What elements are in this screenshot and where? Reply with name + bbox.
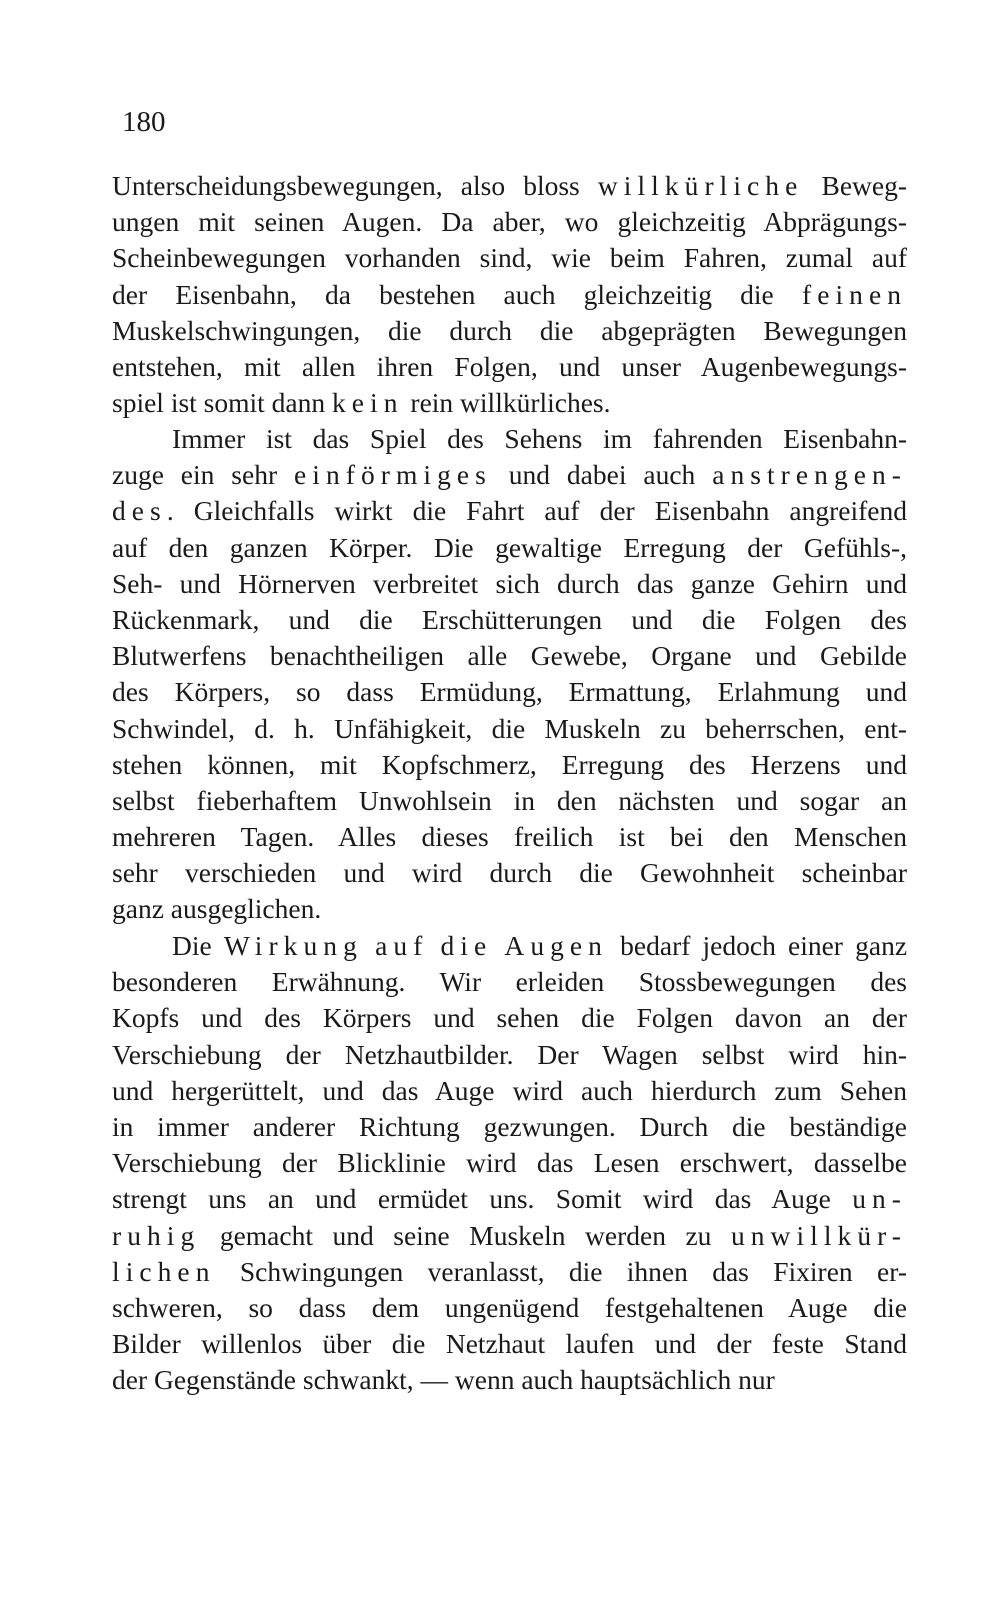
text-segment: der Eisenbahn, da bestehen auch gleichzeitig die [112, 278, 802, 310]
text-segment: schweren, so dass dem ungenügend festgehaltenen Auge die [112, 1291, 907, 1323]
text-line [112, 1181, 907, 1217]
text-segment: zuge ein sehr [112, 459, 294, 491]
text-line [112, 1326, 907, 1362]
text-line [112, 1073, 907, 1109]
text-line [112, 711, 907, 747]
text-segment: Beweg- [803, 170, 907, 201]
text-segment: des Körpers, so dass Ermüdung, Ermattung, Erlahmung und [112, 676, 907, 708]
text-line [112, 891, 907, 927]
text-line [112, 1109, 907, 1145]
text-line [112, 1145, 907, 1181]
text-segment: und hergerüttelt, und das Auge wird auch hierdurch zum Sehen [112, 1074, 907, 1106]
text-segment: besonderen Erwähnung. Wir erleiden Stossbewegungen des [112, 966, 907, 998]
text-segment [492, 930, 504, 961]
spaced-emphasis: ruhig [112, 1219, 201, 1251]
text-segment: Bilder willenlos über die Netzhaut laufen und der feste Stand [112, 1328, 907, 1360]
text-line [112, 493, 907, 529]
text-segment: Rückenmark, und die Erschütterungen und die Folgen des [112, 603, 907, 635]
spaced-emphasis: lichen [112, 1255, 216, 1287]
text-segment: ganz ausgeglichen. [112, 893, 322, 925]
text-segment: Seh- und Hörnerven verbreitet sich durch das ganze Gehirn und [112, 567, 907, 599]
spaced-emphasis: Augen [504, 930, 608, 961]
text-line [112, 747, 907, 783]
text-line [112, 602, 907, 638]
text-line [112, 1218, 907, 1254]
spaced-emphasis: auf [375, 930, 429, 961]
spaced-emphasis: einförmiges [294, 459, 492, 491]
text-line [112, 277, 907, 313]
text-line [112, 566, 907, 602]
text-segment: Kopfs und des Körpers und sehen die Folgen davon an der [112, 1002, 907, 1034]
text-line [112, 964, 907, 1000]
text-segment: strengt uns an und ermüdet uns. Somit wird das Auge [112, 1183, 853, 1215]
text-line [112, 1362, 907, 1398]
text-segment: der Gegenstände schwankt, — wenn auch hauptsächlich nur [112, 1364, 775, 1396]
text-line [112, 168, 907, 204]
text-segment [428, 930, 440, 961]
text-segment: selbst fieberhaftem Unwohlsein in den nächsten und sogar an [112, 784, 907, 816]
text-segment: Muskelschwingungen, die durch die abgeprägten Bewegungen [112, 314, 907, 346]
text-segment: Die [172, 930, 224, 961]
text-segment: . Gleichfalls wirkt die Fahrt auf der Eisenbahn angreifend [166, 495, 907, 527]
spaced-emphasis: un- [852, 1183, 907, 1215]
text-segment: rein willkürliches. [403, 387, 611, 419]
text-segment: stehen können, mit Kopfschmerz, Erregung des Herzens und [112, 748, 907, 780]
text-line [112, 385, 907, 421]
text-segment: spiel ist somit dann [112, 387, 332, 419]
text-line [112, 240, 907, 276]
text-line [112, 1037, 907, 1073]
text-segment: Verschiebung der Netzhautbilder. Der Wagen selbst wird hin- [112, 1038, 907, 1070]
text-line [112, 204, 907, 240]
text-line [112, 674, 907, 710]
spaced-emphasis: die [440, 930, 493, 961]
spaced-emphasis: anstrengen- [712, 459, 908, 491]
spaced-emphasis: willkürliche [597, 170, 804, 201]
text-line [112, 1290, 907, 1326]
text-line [112, 349, 907, 385]
spaced-emphasis: kein [332, 387, 404, 419]
paragraph-3 [112, 928, 907, 1398]
text-segment: Schwingungen veranlasst, die ihnen das Fixiren er- [215, 1255, 907, 1287]
spaced-emphasis: unwillkür- [730, 1219, 907, 1251]
spaced-emphasis: des [112, 495, 167, 527]
paragraph-2 [112, 421, 907, 928]
text-segment [363, 930, 375, 961]
text-segment: auf den ganzen Körper. Die gewaltige Erregung der Gefühls-, [112, 531, 907, 563]
text-segment: mehreren Tagen. Alles dieses freilich ist bei den Menschen [112, 821, 907, 853]
text-segment: und dabei auch [491, 459, 713, 491]
page-number: 180 [122, 106, 166, 138]
text-segment: ungen mit seinen Augen. Da aber, wo gleichzeitig Abprägungs- [112, 206, 907, 238]
text-segment: Verschiebung der Blicklinie wird das Lesen erschwert, dasselbe [112, 1147, 907, 1179]
spaced-emphasis: Wirkung [223, 930, 363, 961]
paragraph-1 [112, 168, 907, 421]
spaced-emphasis: feinen [801, 278, 907, 310]
text-segment: Blutwerfens benachtheiligen alle Gewebe, Organe und Gebilde [112, 640, 907, 672]
text-line [112, 928, 907, 964]
text-line [112, 783, 907, 819]
text-segment: entstehen, mit allen ihren Folgen, und unser Augenbewegungs- [112, 350, 907, 382]
text-line [112, 1254, 907, 1290]
text-line [112, 638, 907, 674]
text-line [112, 855, 907, 891]
text-line [112, 313, 907, 349]
text-segment: Immer ist das Spiel des Sehens im fahrenden Eisenbahn- [172, 423, 907, 454]
text-line [112, 1000, 907, 1036]
text-line [112, 819, 907, 855]
text-segment: gemacht und seine Muskeln werden zu [200, 1219, 731, 1251]
text-segment: Schwindel, d. h. Unfähigkeit, die Muskeln zu beherrschen, ent- [112, 712, 907, 744]
text-line [112, 421, 907, 457]
text-segment: sehr verschieden und wird durch die Gewohnheit scheinbar [112, 857, 907, 889]
text-line [112, 457, 907, 493]
text-line [112, 530, 907, 566]
text-segment: in immer anderer Richtung gezwungen. Durch die beständige [112, 1110, 907, 1142]
text-segment: Unterscheidungsbewegungen, also bloss [112, 170, 598, 201]
text-segment: Scheinbewegungen vorhanden sind, wie beim Fahren, zumal auf [112, 242, 907, 274]
text-segment: bedarf jedoch einer ganz [608, 930, 908, 961]
